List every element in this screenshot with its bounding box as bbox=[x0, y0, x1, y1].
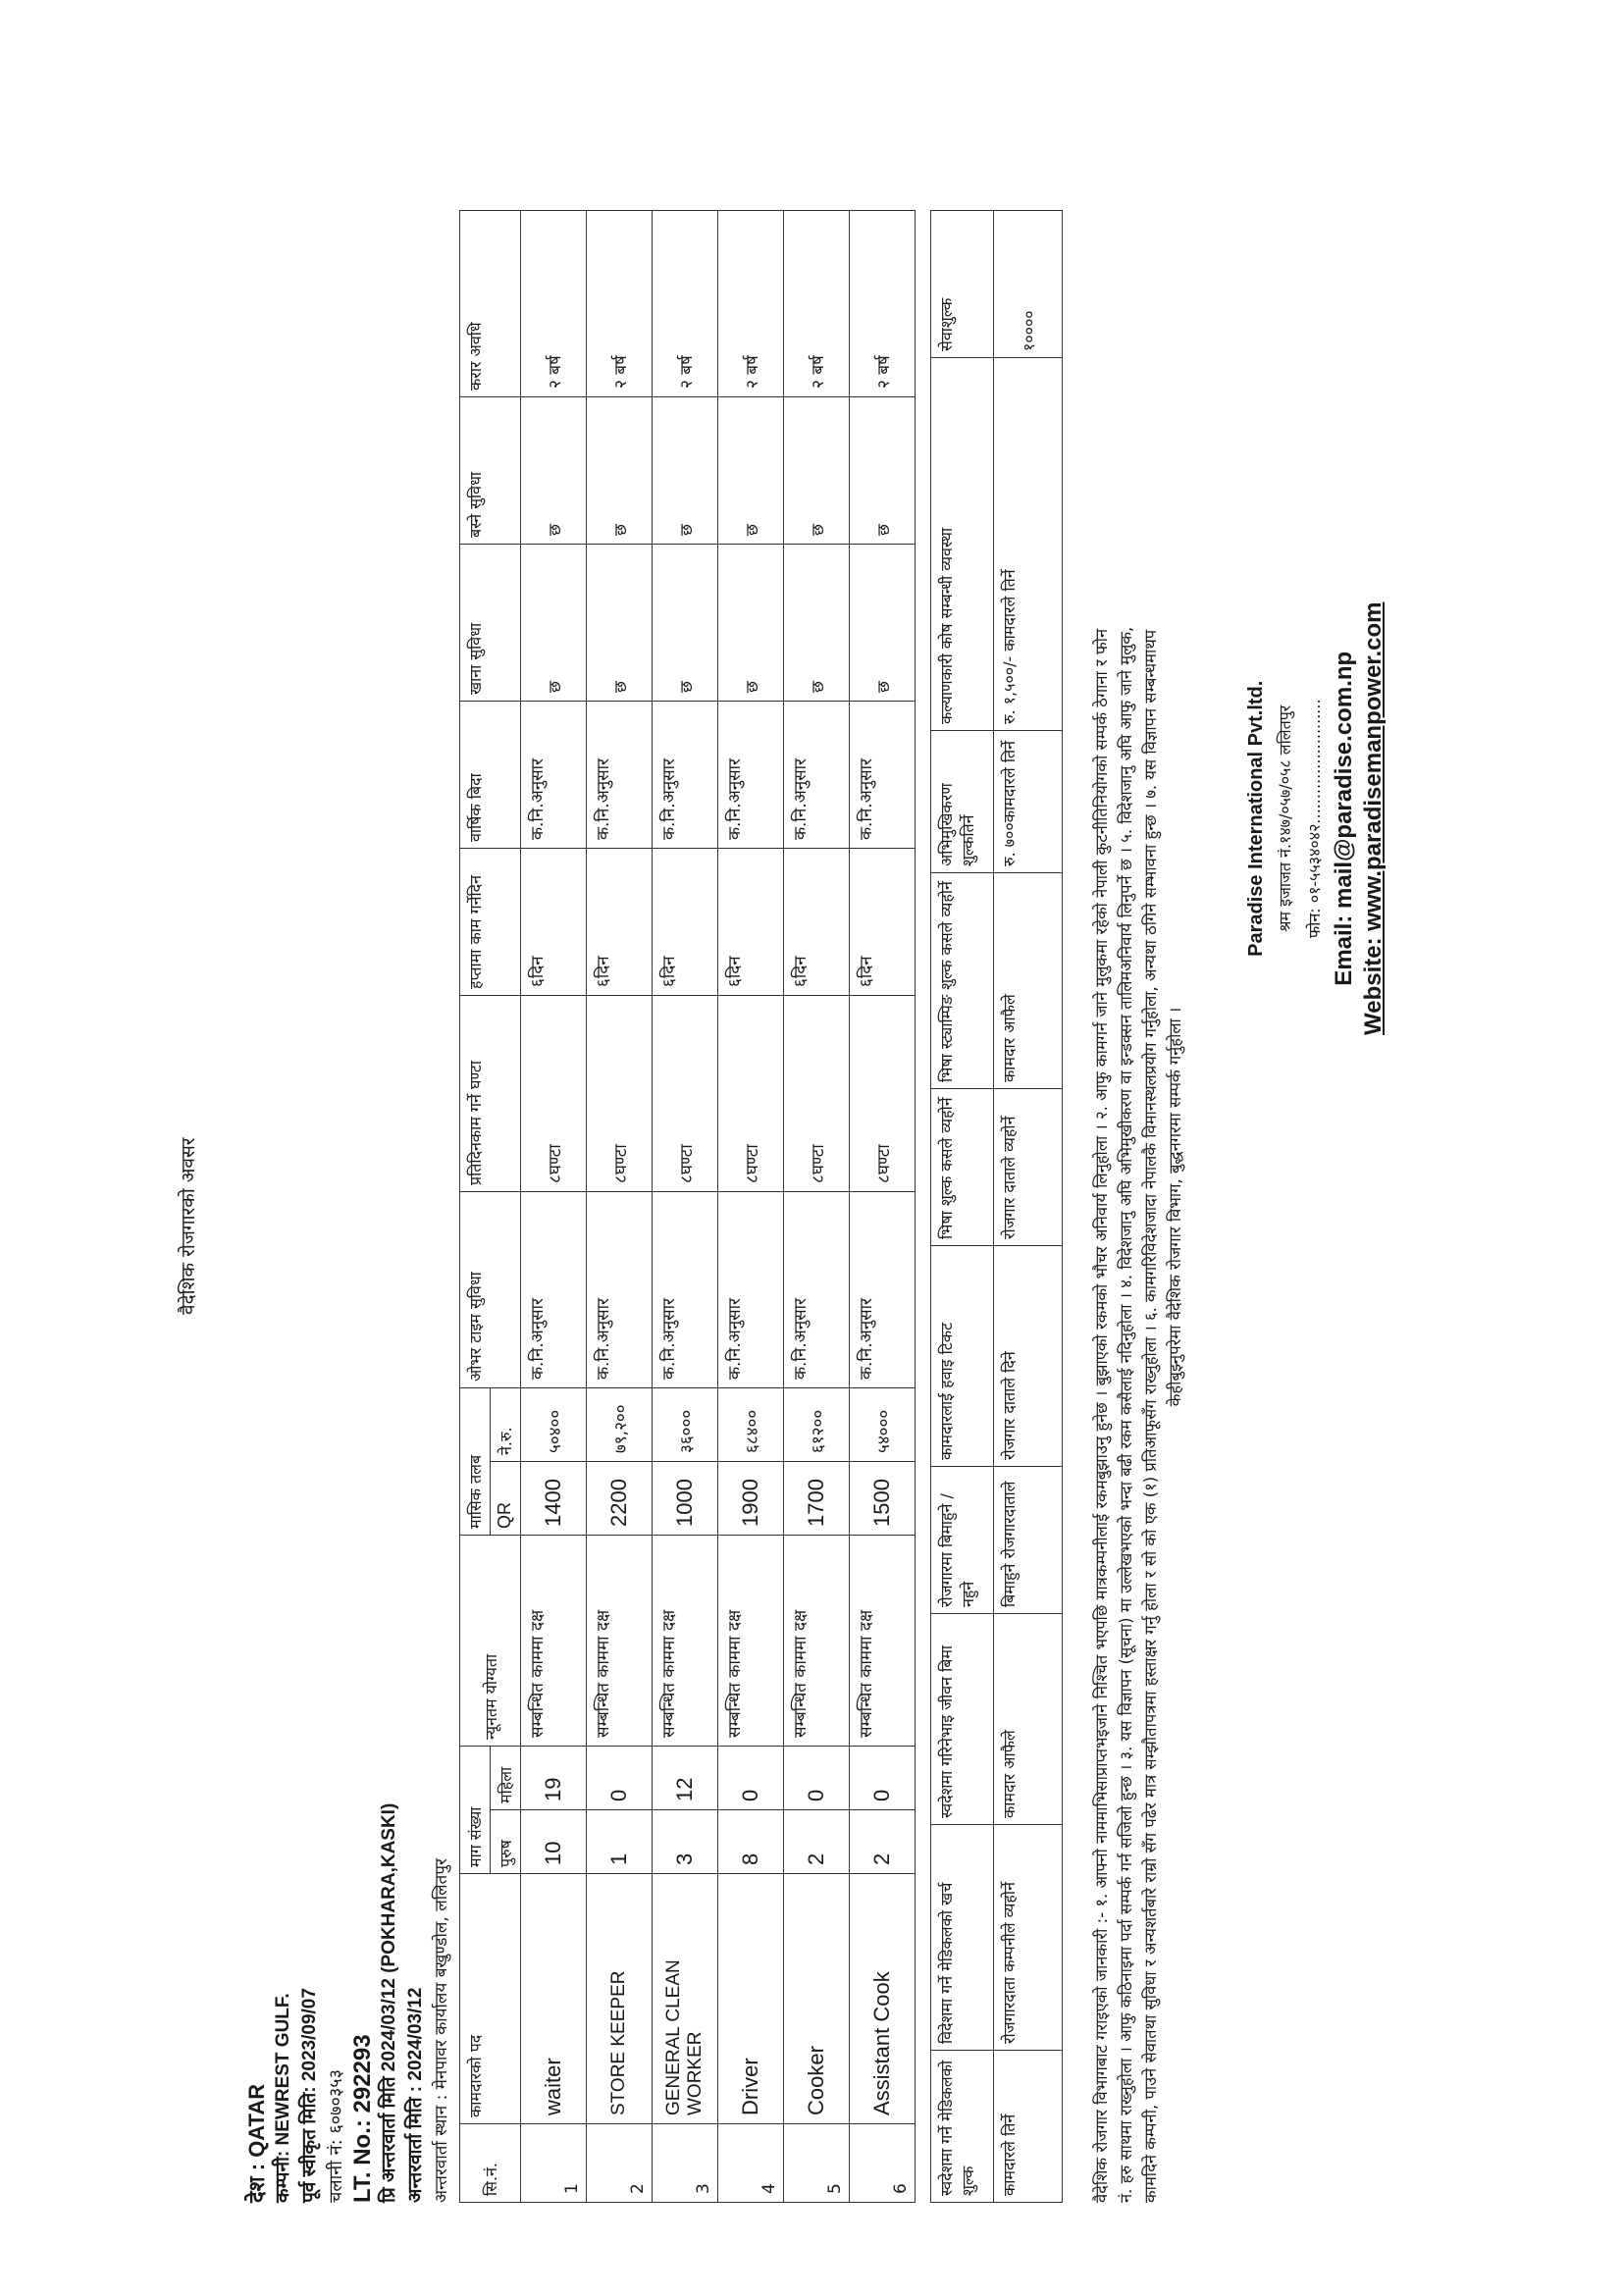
cell-qualification: सम्बन्धित काममा दक्ष bbox=[587, 1536, 653, 1747]
fee-header-foreign-medical: विदेशमा गर्ने मेडिकलको खर्च bbox=[931, 1825, 994, 2051]
fee-value-employment-insurance: बिमाहुने रोजगारदाताले bbox=[994, 1467, 1063, 1614]
fees-header-row bbox=[931, 211, 994, 2203]
cell-hours: ८घण्टा bbox=[718, 996, 784, 1192]
col-male: पुरुष bbox=[491, 1810, 521, 1874]
cell-food: छ bbox=[521, 545, 587, 702]
cell-accommodation: छ bbox=[653, 397, 718, 545]
footer-company: Paradise International Pvt.ltd. bbox=[1245, 680, 1267, 957]
table-row bbox=[718, 211, 784, 2203]
cell-npr: ३६००० bbox=[653, 1388, 718, 1462]
cell-qr: 2200 bbox=[587, 1462, 653, 1536]
cell-qualification: सम्बन्धित काममा दक्ष bbox=[718, 1536, 784, 1747]
cell-male: 2 bbox=[850, 1810, 916, 1874]
fee-value-local-medical: कामदारले तिर्ने bbox=[994, 2051, 1063, 2203]
col-contract: करार अवधि bbox=[460, 211, 521, 397]
col-annual-leave: वार्षिक बिदा bbox=[460, 702, 521, 849]
cell-npr: ६८४०० bbox=[718, 1388, 784, 1462]
col-salary: मासिक तलब bbox=[460, 1388, 491, 1536]
cell-accommodation: छ bbox=[521, 397, 587, 545]
cell-position: Assistant Cook bbox=[850, 1874, 916, 2124]
col-female: महिला bbox=[491, 1747, 521, 1810]
fee-header-welfare-fund: कल्याणकारी कोष सम्बन्धी व्यवस्था bbox=[931, 358, 994, 731]
company: कम्पनी: NEWREST GULF. bbox=[273, 1993, 293, 2203]
country: देश : QATAR bbox=[244, 2083, 269, 2203]
note-line: केहीबुझ्नुपरेमा वैदेशिक रोजगार विभाग, बुद्धनगरमा सम्पर्क गर्नुहोला । bbox=[1166, 1007, 1184, 1407]
cell-overtime: क.नि.अनुसार bbox=[784, 1192, 850, 1388]
cell-position: GENERAL CLEAN WORKER bbox=[653, 1874, 718, 2124]
col-qualification: न्यूनतम योग्यता bbox=[460, 1536, 521, 1747]
interview-date: अन्तरवार्ता मिति : 2024/03/12 bbox=[405, 1987, 426, 2203]
table-row bbox=[521, 211, 587, 2203]
cell-food: छ bbox=[653, 545, 718, 702]
cell-npr: ७९,२०० bbox=[587, 1388, 653, 1462]
cell-position: Driver bbox=[718, 1874, 784, 2124]
col-npr: ने.रु. bbox=[491, 1388, 521, 1462]
cell-qualification: सम्बन्धित काममा दक्ष bbox=[784, 1536, 850, 1747]
table-row bbox=[587, 211, 653, 2203]
cell-position: waiter bbox=[521, 1874, 587, 2124]
cell-leave: क.नि.अनुसार bbox=[521, 702, 587, 849]
cell-male: 10 bbox=[521, 1810, 587, 1874]
cell-overtime: क.नि.अनुसार bbox=[850, 1192, 916, 1388]
header-block bbox=[243, 1803, 455, 2203]
cell-npr: ५४००० bbox=[850, 1388, 916, 1462]
cell-female: 12 bbox=[653, 1747, 718, 1810]
cell-days: ६दिन bbox=[653, 849, 718, 996]
cell-male: 3 bbox=[653, 1810, 718, 1874]
interview-place: अन्तरवार्ता स्थान : मेनपावर कार्यालय बखुण्डोल, ललितपुर bbox=[432, 1858, 451, 2203]
cell-days: ६दिन bbox=[850, 849, 916, 996]
fee-value-air-ticket: रोजगार दाताले दिने bbox=[994, 1246, 1063, 1467]
cell-female: 0 bbox=[718, 1747, 784, 1810]
cell-hours: ८घण्टा bbox=[850, 996, 916, 1192]
cell-qr: 1500 bbox=[850, 1462, 916, 1536]
cell-female: 0 bbox=[587, 1747, 653, 1810]
fee-value-welfare-fund: रु. १,५००/- कामदारले तिर्ने bbox=[994, 358, 1063, 731]
fee-header-visa-stamping: भिषा स्ट्याम्पिङ शुल्क कसले व्यहोर्ने bbox=[931, 873, 994, 1089]
cell-days: ६दिन bbox=[784, 849, 850, 996]
cell-male: 1 bbox=[587, 1810, 653, 1874]
cell-overtime: क.नि.अनुसार bbox=[718, 1192, 784, 1388]
cell-overtime: क.नि.अनुसार bbox=[587, 1192, 653, 1388]
cell-food: छ bbox=[718, 545, 784, 702]
cell-sn: 3 bbox=[653, 2124, 718, 2203]
cell-qualification: सम्बन्धित काममा दक्ष bbox=[521, 1536, 587, 1747]
fee-header-service-charge: सेवाशुल्क bbox=[931, 211, 994, 358]
cell-leave: क.नि.अनुसार bbox=[850, 702, 916, 849]
cell-contract: २ बर्ष bbox=[850, 211, 916, 397]
lt-number: LT. No.: 292293 bbox=[349, 2034, 376, 2203]
col-daily-hours: प्रतिदिनकाम गर्ने घण्टा bbox=[460, 996, 521, 1192]
cell-qr: 1000 bbox=[653, 1462, 718, 1536]
fee-value-orientation: रु. ७००कामदारले तिर्ने bbox=[994, 731, 1063, 873]
cell-leave: क.नि.अनुसार bbox=[718, 702, 784, 849]
col-accommodation: बस्ने सुविधा bbox=[460, 397, 521, 545]
fee-header-visa-fee: भिषा शुल्क कसले व्यहोर्ने bbox=[931, 1089, 994, 1246]
cell-qr: 1900 bbox=[718, 1462, 784, 1536]
note-line: कामदिने कम्पनी, पाउने सेवातथा सुविधा र अन्यशर्तबारे राम्रो सँग पढेर मात्र सम्झौतापत्रमा हस्ताक्षर गर्नु होला र सो को एक (१) प्रतिआफूसँग राख्नुहोला । ६. कामगरिविदेशजादा नेपालकै विमानस्थलप्रयोग गर्नुहोला, अन्यथा ठगिने सम्भावना हुन्छ । ७. यस विज्ञापन सम्बन्धमाथप bbox=[1141, 629, 1160, 2203]
footer-block bbox=[1241, 602, 1388, 1035]
cell-contract: २ बर्ष bbox=[521, 211, 587, 397]
cell-female: 0 bbox=[850, 1747, 916, 1810]
fee-header-local-medical: स्वदेशमा गर्ने मेडिकलको शुल्क bbox=[931, 2051, 994, 2203]
footer-license: श्रम इजाजत नं.१४७/०५७/०५८ ललितपुर bbox=[1276, 704, 1294, 932]
cell-food: छ bbox=[850, 545, 916, 702]
cell-overtime: क.नि.अनुसार bbox=[521, 1192, 587, 1388]
fee-value-visa-fee: रोजगार दाताले व्यहोर्ने bbox=[994, 1089, 1063, 1246]
fee-value-visa-stamping: कामदार आफैले bbox=[994, 873, 1063, 1089]
cell-days: ६दिन bbox=[521, 849, 587, 996]
col-overtime: ओभर टाइम सुविधा bbox=[460, 1192, 521, 1388]
table-row bbox=[653, 211, 718, 2203]
cell-qr: 1400 bbox=[521, 1462, 587, 1536]
cell-food: छ bbox=[784, 545, 850, 702]
cell-qualification: सम्बन्धित काममा दक्ष bbox=[850, 1536, 916, 1747]
cell-overtime: क.नि.अनुसार bbox=[653, 1192, 718, 1388]
note-line: वैदेशिक रोजगार विभागबाट गराइएको जानकारी :- १. आफ्नो नाममाभिसाप्राप्तभइजाने निश्चित भएपछि मात्रकम्पनीलाई रकमबुझाउनु हुनेछ । बुझाएको रकमको भौचर अनिवार्य लिनुहोला । २. आफु कामगर्न जाने मुलुकमा रहेको नेपाली कुटनीतिनियोगको सम्पर्क ठेगाना र फोन bbox=[1092, 628, 1111, 2203]
col-sn: सि.नं. bbox=[460, 2124, 521, 2203]
cell-contract: २ बर्ष bbox=[784, 211, 850, 397]
fee-value-service-charge: १०००० bbox=[994, 211, 1063, 358]
cell-food: छ bbox=[587, 545, 653, 702]
cell-sn: 1 bbox=[521, 2124, 587, 2203]
cell-leave: क.नि.अनुसार bbox=[653, 702, 718, 849]
notes-block bbox=[1089, 211, 1187, 2203]
note-line: नं. हरु साथमा राख्नुहोला । आफु कठिनाइमा पर्दा सम्पर्क गर्न सजिलो हुन्छ । ३. यस विज्ञापन (सूचना) मा उल्लेखभएको भन्दा बढी रकम कसैलाई नदिनुहोला । ४. विदेशजानु अघि अभिमुखीकरण वा इन्डक्सन तालिमअनिवार्य लिनुपर्ने छ । ५. विदेशजानु अघि आफु जाने मुलुक, bbox=[1117, 626, 1135, 2203]
cell-accommodation: छ bbox=[718, 397, 784, 545]
col-demand: माग संख्या bbox=[460, 1747, 491, 1874]
cell-days: ६दिन bbox=[587, 849, 653, 996]
footer-website[interactable]: Website: www.paradisemanpower.com bbox=[1360, 601, 1387, 1035]
col-qr: QR bbox=[491, 1462, 521, 1536]
fee-value-foreign-medical: रोजगारदाता कम्पनीले व्यहोर्ने bbox=[994, 1825, 1063, 2051]
fee-header-life-insurance: स्वदेशमा गरिनेभाइ जीवन बिमा bbox=[931, 1614, 994, 1825]
cell-male: 2 bbox=[784, 1810, 850, 1874]
cell-accommodation: छ bbox=[784, 397, 850, 545]
pre-approval-date: पूर्व स्वीकृत मिति: 2023/09/07 bbox=[299, 1988, 320, 2203]
fee-header-air-ticket: कामदारलाई हवाइ टिकट bbox=[931, 1246, 994, 1467]
cell-hours: ८घण्टा bbox=[521, 996, 587, 1192]
table-row bbox=[850, 211, 916, 2203]
cell-sn: 4 bbox=[718, 2124, 784, 2203]
footer-email[interactable]: Email: mail@paradise.com.np bbox=[1331, 651, 1357, 986]
col-position: कामदारको पद bbox=[460, 1874, 521, 2124]
cell-accommodation: छ bbox=[587, 397, 653, 545]
cell-days: ६दिन bbox=[718, 849, 784, 996]
cell-sn: 6 bbox=[850, 2124, 916, 2203]
table-header-row bbox=[460, 211, 491, 2203]
cell-qualification: सम्बन्धित काममा दक्ष bbox=[653, 1536, 718, 1747]
cell-npr: ५०४०० bbox=[521, 1388, 587, 1462]
cell-sn: 2 bbox=[587, 2124, 653, 2203]
fees-value-row bbox=[994, 211, 1063, 2203]
pre-interview-date: प्रि अन्तरवार्ता मिति 2024/03/12 (POKHARA,KASKI) bbox=[379, 1802, 399, 2203]
cell-qr: 1700 bbox=[784, 1462, 850, 1536]
cell-hours: ८घण्टा bbox=[587, 996, 653, 1192]
table-row bbox=[784, 211, 850, 2203]
fee-header-employment-insurance: रोजगारमा बिमाहुने /नहुने bbox=[931, 1467, 994, 1614]
cell-position: Cooker bbox=[784, 1874, 850, 2124]
job-table bbox=[459, 210, 916, 2203]
cell-npr: ६१२०० bbox=[784, 1388, 850, 1462]
cell-male: 8 bbox=[718, 1810, 784, 1874]
cell-female: 0 bbox=[784, 1747, 850, 1810]
cell-female: 19 bbox=[521, 1747, 587, 1810]
cell-leave: क.नि.अनुसार bbox=[784, 702, 850, 849]
fees-table bbox=[930, 210, 1063, 2203]
cell-hours: ८घण्टा bbox=[653, 996, 718, 1192]
page-title: वैदेशिक रोजगारको अवसर bbox=[178, 1137, 199, 1315]
col-weekly-days: हप्तामा काम गर्नेदिन bbox=[460, 849, 521, 996]
cell-contract: २ बर्ष bbox=[718, 211, 784, 397]
cell-contract: २ बर्ष bbox=[653, 211, 718, 397]
cell-accommodation: छ bbox=[850, 397, 916, 545]
col-food: खाना सुविधा bbox=[460, 545, 521, 702]
fee-header-orientation: अभिमुखिकरण शुल्कतिर्ने bbox=[931, 731, 994, 873]
fee-value-life-insurance: कामदार आफैले bbox=[994, 1614, 1063, 1825]
cell-leave: क.नि.अनुसार bbox=[587, 702, 653, 849]
cell-sn: 5 bbox=[784, 2124, 850, 2203]
footer-phone: फोन: ०१-५५३४०४२......................... bbox=[1305, 699, 1324, 939]
cell-position: STORE KEEPER bbox=[587, 1874, 653, 2124]
chalani-number: चलानी नं: ६०७०३५३ bbox=[326, 2069, 346, 2203]
cell-contract: २ बर्ष bbox=[587, 211, 653, 397]
cell-hours: ८घण्टा bbox=[784, 996, 850, 1192]
